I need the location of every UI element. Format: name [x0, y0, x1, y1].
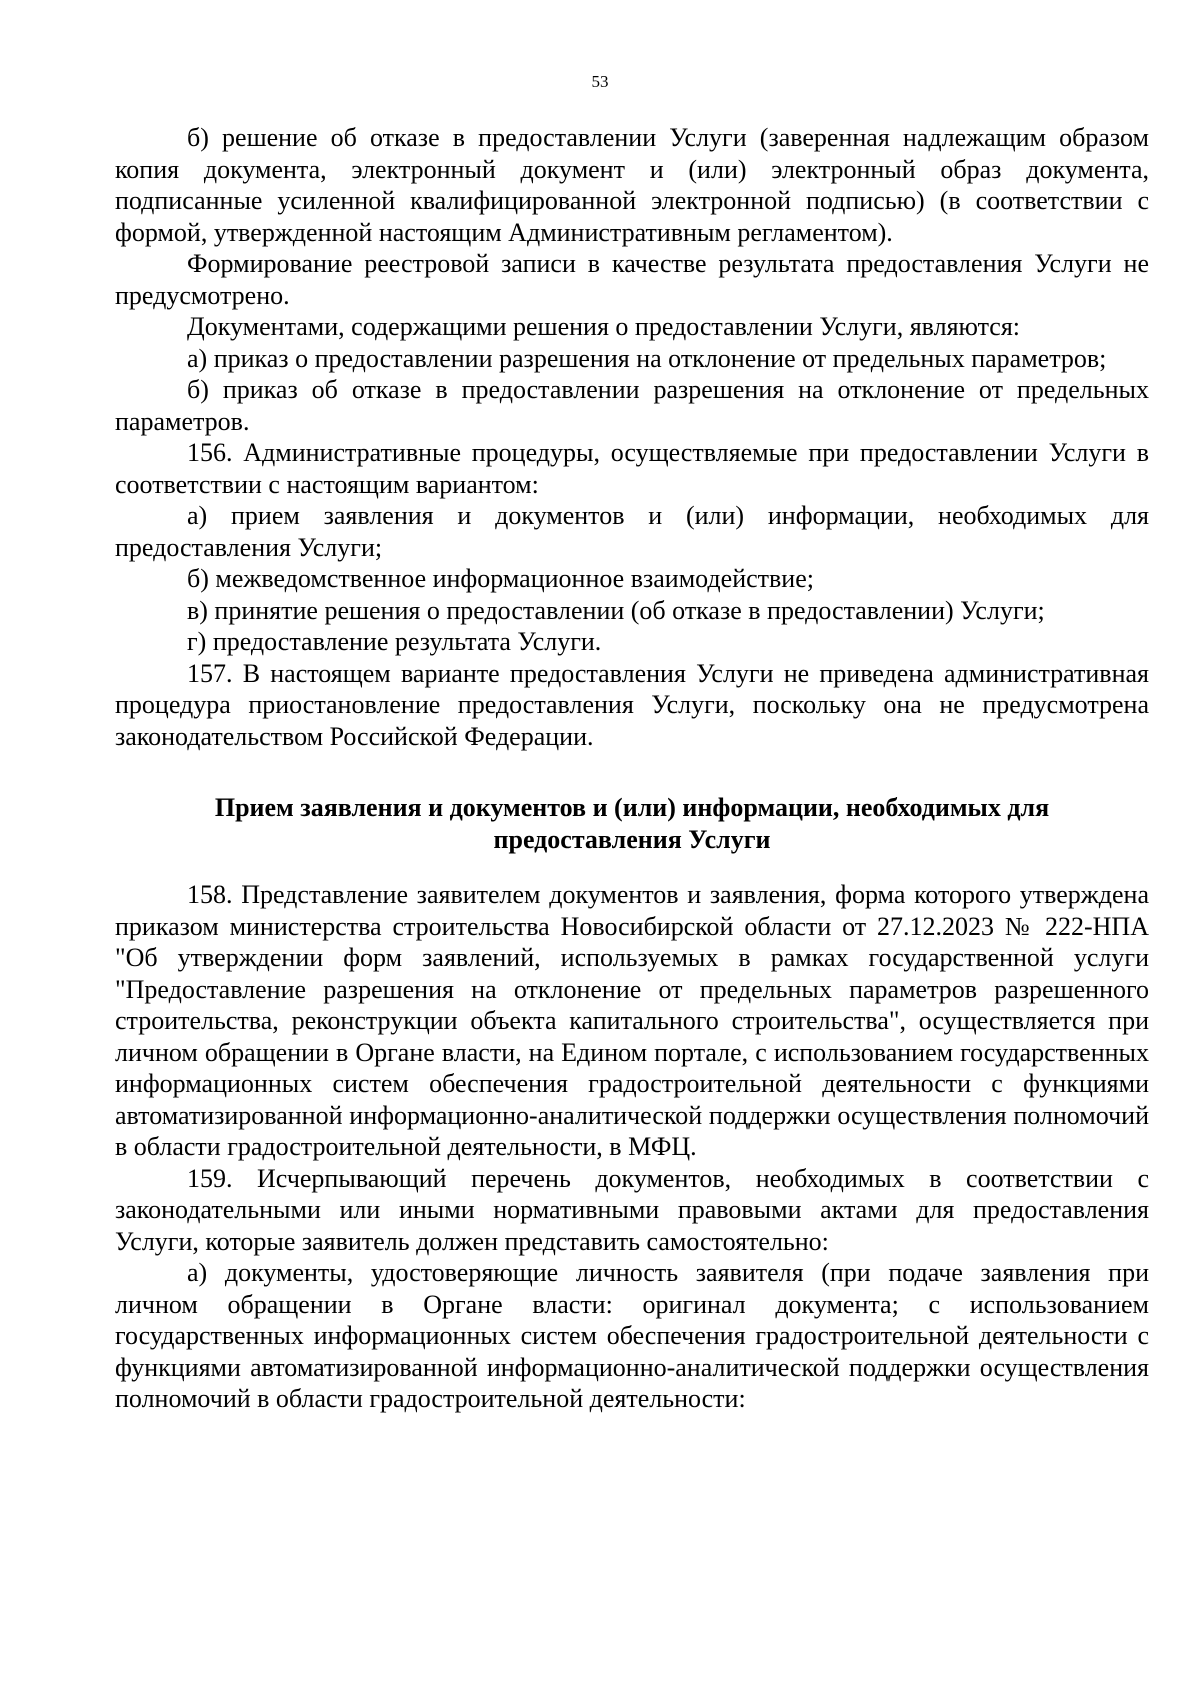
- section-heading: Прием заявления и документов и (или) информации, необходимых для предоставления Услуги: [214, 793, 1050, 854]
- list-item-procedure-g: г) предоставление результата Услуги.: [187, 627, 602, 656]
- paragraph-158: 158. Представление заявителем документов и заявления, форма которого утверждена приказом министерства строительства Новосибирской области от 27.12.2023 № 222-НПА "Об утверждении форм заявлений, используемых в рамках государственной услуги "Предоставление разрешения на отклонение от предельных параметров разрешенного строительства, реконструкции объекта капитального строительства", осуществляется при личном обращении в Органе власти, на Едином портале, с использованием государственных информационных систем обеспечения градостроительной деятельности с функциями автоматизированной информационно-аналитической поддержки осуществления полномочий в области градостроительной деятельности, в МФЦ.: [115, 880, 1149, 1161]
- paragraph-registry-record: Формирование реестровой записи в качестве результата предоставления Услуги не предусмотрено.: [115, 249, 1149, 310]
- list-item-order-grant: а) приказ о предоставлении разрешения на отклонение от предельных параметров;: [187, 343, 1107, 373]
- document-body: [115, 122, 1149, 1415]
- paragraph-result-refusal: б) решение об отказе в предоставлении Услуги (заверенная надлежащим образом копия документа, электронный документ и (или) электронный образ документа, подписанные усиленной квалифицированной электронной подписью) (в соответствии с формой, утвержденной настоящим Административным регламентом).: [115, 123, 1149, 247]
- page-number: 53: [591, 72, 609, 91]
- list-item-identity-documents: а) документы, удостоверяющие личность заявителя (при подаче заявления при личном обращении в Органе власти: оригинал документа; с использованием государственных информационных систем обеспечения градостроительной деятельности с функциями автоматизированной информационно-аналитической поддержки осуществления полномочий в области градостроительной деятельности:: [115, 1258, 1149, 1413]
- list-item-procedure-v: в) принятие решения о предоставлении (об отказе в предоставлении) Услуги;: [187, 595, 1045, 625]
- paragraph-156: 156. Административные процедуры, осуществляемые при предоставлении Услуги в соответствии с настоящим вариантом:: [115, 438, 1149, 499]
- list-item-procedure-b: б) межведомственное информационное взаимодействие;: [187, 564, 814, 593]
- list-item-procedure-a: а) прием заявления и документов и (или) информации, необходимых для предоставления Услуги;: [115, 501, 1149, 562]
- paragraph-decision-documents: Документами, содержащими решения о предоставлении Услуги, являются:: [187, 312, 1021, 341]
- paragraph-157: 157. В настоящем варианте предоставления Услуги не приведена административная процедура приостановление предоставления Услуги, поскольку она не предусмотрена законодательством Российской Федерации.: [115, 658, 1149, 751]
- spacer: [115, 855, 1149, 879]
- list-item-order-refusal: б) приказ об отказе в предоставлении разрешения на отклонение от предельных параметров.: [115, 375, 1149, 436]
- spacer: [115, 752, 1149, 792]
- paragraph-159: 159. Исчерпывающий перечень документов, необходимых в соответствии с законодательными или иными нормативными правовыми актами для предоставления Услуги, которые заявитель должен представить самостоятельно:: [115, 1163, 1149, 1256]
